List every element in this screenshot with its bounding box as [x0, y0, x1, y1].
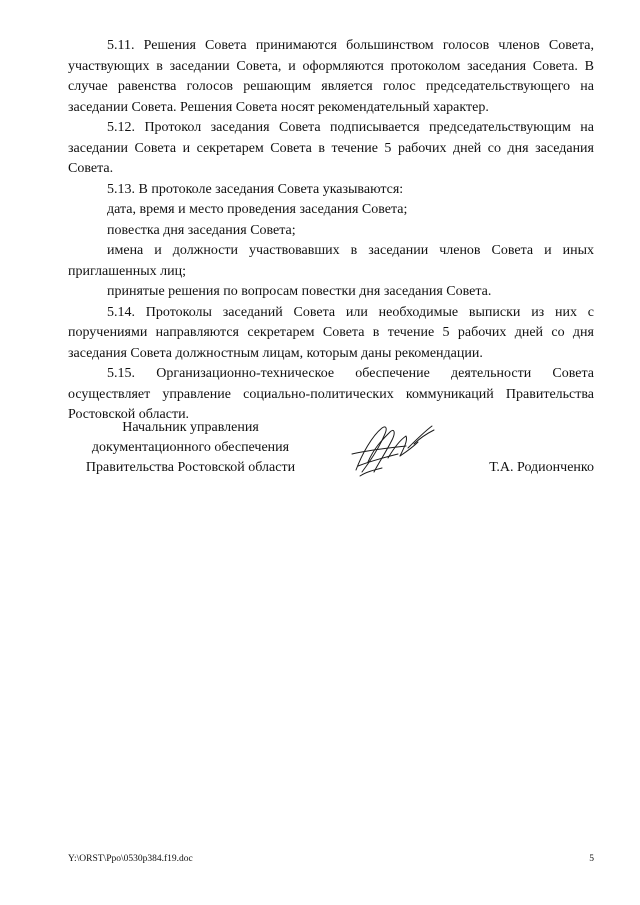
paragraph-5-12: 5.12. Протокол заседания Совета подписывается председательствующим на заседании Совета и секретарем Совета в течение 5 рабочих дней со дня заседания Совета.	[68, 120, 594, 176]
paragraph-5-11: 5.11. Решения Совета принимаются большинством голосов членов Совета, участвующих в заседании Совета, и оформляются протоколом заседания Совета. В случае равенства голосов решающим является голос председательствующего на заседании Совета. Решения Совета носят рекомендательный характер.	[68, 38, 594, 115]
position-line: Правительства Ростовской области	[85, 460, 296, 475]
position-line: Начальник управления	[122, 420, 259, 435]
list-item-agenda: повестка дня заседания Совета;	[107, 222, 296, 238]
signature-block	[68, 418, 594, 478]
list-item-decisions: принятые решения по вопросам повестки дня заседания Совета.	[107, 284, 492, 299]
paragraph-5-13: 5.13. В протоколе заседания Совета указываются:	[107, 181, 404, 197]
position-line: документационного обеспечения	[91, 440, 290, 455]
handwritten-signature	[348, 418, 448, 480]
file-path: Y:\ORST\Ppo\0530p384.f19.doc	[68, 854, 193, 864]
list-item-date-time-place: дата, время и место проведения заседания Совета;	[107, 202, 408, 217]
paragraph-5-14: 5.14. Протоколы заседаний Совета или необходимые выписки из них с поручениями направляются секретарем Совета в течение 5 рабочих дней со дня заседания Совета должностным лицам, которым даны рекомендации.	[68, 304, 594, 361]
signatory-name: Т.А. Родионченко	[489, 460, 594, 475]
document-body	[68, 36, 594, 426]
paragraph-5-15: 5.15. Организационно-техническое обеспечение деятельности Совета осуществляет управление социально-политических коммуникаций Правительства Ростовской области.	[68, 366, 594, 422]
page-number: 5	[589, 854, 594, 864]
signatory-position	[68, 418, 313, 478]
list-item-participants: имена и должности участвовавших в заседании членов Совета и иных приглашенных лиц;	[68, 243, 594, 279]
